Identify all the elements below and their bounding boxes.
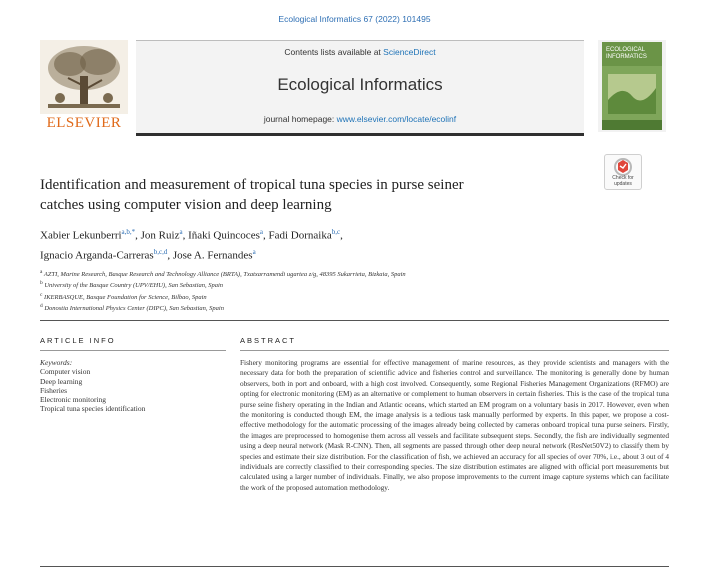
- keywords-heading: Keywords:: [40, 358, 73, 367]
- affiliation-item: [40, 302, 640, 313]
- homepage-link[interactable]: www.elsevier.com/locate/ecolinf: [336, 114, 457, 124]
- elsevier-wordmark: ELSEVIER: [46, 115, 122, 131]
- affiliation-sup: d: [40, 303, 43, 310]
- author-affil-sup[interactable]: b,c: [331, 228, 341, 236]
- author-list: [40, 224, 580, 263]
- abstract-heading: ABSTRACT: [240, 336, 297, 345]
- keyword-item: Tropical tuna species identification: [40, 404, 146, 414]
- author-sep: ,: [340, 229, 343, 242]
- affiliation-sup: b: [40, 280, 43, 287]
- author-sep: ,: [135, 229, 141, 242]
- article-info-divider: [40, 350, 226, 351]
- author-affil-sup[interactable]: b,c,d: [153, 247, 168, 256]
- cover-title-line2: INFORMATICS: [606, 54, 647, 60]
- check-updates-icon: [605, 157, 641, 177]
- author-affil-sup[interactable]: a: [259, 228, 263, 236]
- author-affil-sup[interactable]: a: [252, 247, 256, 256]
- journal-masthead: [136, 40, 584, 136]
- affiliation-sup: a: [40, 269, 43, 275]
- article-title-line2: catches using computer vision and deep learning: [40, 197, 332, 213]
- keywords-block: [40, 358, 226, 414]
- author-affil-sup[interactable]: a: [179, 228, 183, 236]
- affiliation-item: [40, 268, 640, 279]
- author-sep: ,: [167, 249, 173, 262]
- keyword-item: Computer vision: [40, 367, 91, 377]
- check-for-updates-button[interactable]: [604, 154, 642, 190]
- author-name[interactable]: Xabier Lekunberri: [40, 229, 122, 242]
- keyword-item: Fisheries: [40, 385, 68, 395]
- author-name[interactable]: Fadi Dornaika: [268, 229, 332, 242]
- bottom-divider: [40, 566, 669, 567]
- journal-cover-image: [598, 40, 666, 132]
- contents-prefix: Contents lists available at: [284, 47, 384, 57]
- affiliation-text: Donostia International Physics Center (DIPC), San Sebastian, Spain: [44, 305, 224, 313]
- check-updates-label: [605, 175, 641, 187]
- cover-title-line1: ECOLOGICAL: [606, 47, 646, 53]
- sciencedirect-link[interactable]: ScienceDirect: [383, 47, 436, 57]
- author-affil-sup[interactable]: a,b,*: [121, 228, 136, 236]
- affiliation-item: [40, 279, 640, 290]
- journal-header: [40, 40, 670, 132]
- author-name[interactable]: Jose A. Fernandes: [172, 249, 253, 262]
- affiliation-sup: c: [40, 291, 43, 298]
- keyword-item: Electronic monitoring: [40, 395, 107, 405]
- article-info-heading: ARTICLE INFO: [40, 336, 116, 345]
- journal-cover[interactable]: [598, 40, 666, 132]
- journal-title: Ecological Informatics: [277, 75, 443, 94]
- article-title-line1: Identification and measurement of tropical tuna species in purse seiner: [40, 177, 464, 193]
- author-name[interactable]: Ignacio Arganda-Carreras: [40, 249, 154, 262]
- affiliation-text: AZTI, Marine Research, Basque Research and Technology Alliance (BRTA), Txatxarramendi ugartea z/g, 48395 Sukarrieta, Bizkaia, Spain: [43, 271, 406, 279]
- affiliation-item: [40, 291, 640, 302]
- check-updates-line1: Check for: [612, 175, 634, 181]
- check-updates-line2: updates: [614, 181, 632, 187]
- homepage-prefix: journal homepage:: [263, 114, 337, 124]
- journal-citation[interactable]: Ecological Informatics 67 (2022) 101495: [278, 14, 431, 24]
- author-name[interactable]: Jon Ruiz: [140, 229, 180, 242]
- homepage-line: [136, 114, 584, 124]
- author-sep: ,: [262, 229, 269, 242]
- affiliation-text: University of the Basque Country (UPV/EHU), San Sebastian, Spain: [44, 282, 224, 290]
- affiliation-text: IKERBASQUE, Basque Foundation for Science, Bilbao, Spain: [44, 294, 207, 302]
- author-sep: ,: [182, 229, 189, 242]
- abstract-text: Fishery monitoring programs are essential for effective management of marine resources, as they provide scientists and managers with the necessary data for both the preparation of scientific advice and fisheries control and surveillance. The monitoring is generally done by human observers, both in port and onboard, with a high cost involved. Consequently, some Regional Fisheries Management Organizations (RFMO) are opting for electronic monitoring (EM) as an alternative or complement to human observers in certain fisheries. This is the case of the tropical tuna purse seine fishery operating in the Indian and Atlantic oceans, which started an EM program on a voluntary basis in 2017. However, even when the monitoring is conducted though EM, the image analysis is a tedious task manually performed by experts. In this paper, we propose a cost-effective methodology for the automatic processing of the images already being collected by cameras onboard tropical tuna purse seiners. Firstly, the images are preprocessed to homogenise them across all vessels and facilitate subsequent steps. Secondly, the fish are individually segmented using a deep neural network (Mask R-CNN). Then, all segments are passed through other deep neural network (ResNet50V2) to classify them by species and estimate their size distribution. For the classification of fish, we achieved an accuracy for all species of over 70%, i.e., about 3 out of 4 individuals are correctly classified to their corresponding species. The size distribution estimates are aligned with official port measurements but calculated using a larger number of individuals. Finally, we also propose improvements to the current image capture systems which can facilitate the work of the proposed automation methodology.: [240, 358, 669, 492]
- elsevier-logo[interactable]: [40, 40, 128, 132]
- abstract-divider: [240, 350, 669, 351]
- section-divider: [40, 320, 669, 321]
- keyword-item: Deep learning: [40, 376, 83, 386]
- article-title: [40, 175, 580, 215]
- affiliation-list: [40, 268, 640, 314]
- tree-logo-icon: [40, 40, 128, 114]
- author-name[interactable]: Iñaki Quincoces: [188, 229, 260, 242]
- contents-line: [136, 47, 584, 57]
